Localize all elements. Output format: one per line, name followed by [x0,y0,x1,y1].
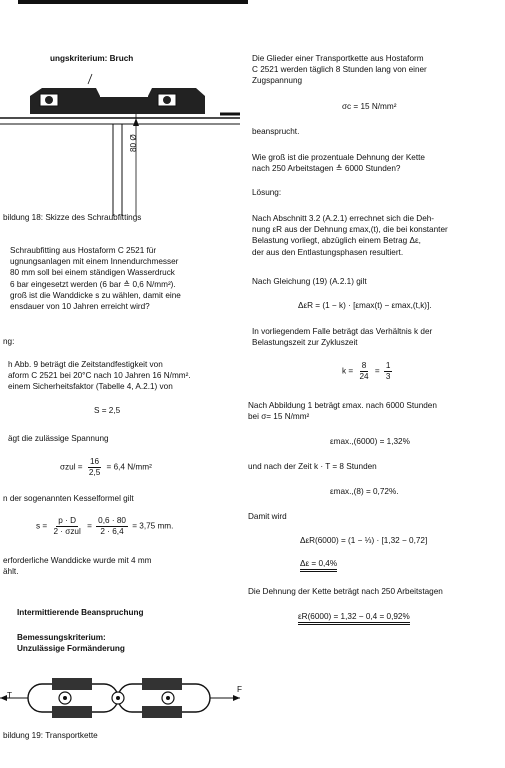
left-para-2: h Abb. 9 beträgt die Zeitstandfestigkeit von aform C 2521 bei 20°C nach 10 Jahren 16 N/mm². einem Sicherheitsfaktor (Tabelle 4, A.2.1) von [8,360,191,392]
right-para-9: Die Dehnung der Kette beträgt nach 250 Arbeitstagen [248,587,443,596]
right-loesung-label: Lösung: [252,188,282,197]
figure-18-screw-fitting [0,66,240,216]
right-para-4: Nach Gleichung (19) (A.2.1) gilt [252,277,367,286]
left-para-3: ägt die zulässige Spannung [8,434,109,443]
heading-intermittierend: Intermittierende Beanspruchung [17,608,144,617]
figure-19-caption: bildung 19: Transportkette [3,731,98,740]
right-para-1: Die Glieder einer Transportkette aus Hostaform C 2521 werden täglich 8 Stunden lang von einer Zugspannung [252,54,427,86]
equation-wall-thickness: s = $\frac{p \cdot D}{\text{2 · σzul}}$ = $\frac{0,6 \cdot 80}{2 \cdot 6,4}$ = 3,75 mm. [36,516,174,536]
figure-19-left-label: T [7,691,13,700]
right-para-3: Nach Abschnitt 3.2 (A.2.1) errechnet sich die Deh- nung εR aus der Dehnung εmax,(t), die bei konstanter Belastung vorliegt, abzüglich einem Betrag Δε, der aus den Entlastungsphasen resultiert. [252,214,448,257]
equation-delta-epsilon: ΔεR = (1 − k) · [εmax(t) − εmax,(t,k)]. [298,301,432,310]
heading-bemessungskriterium: Bemessungskriterium: Unzulässige Formänderung [17,633,125,654]
heading-bruch: ungskriterium: Bruch [50,54,134,63]
equation-eps-8: εmax.,(8) = 0,72%. [330,487,399,496]
right-question: Wie groß ist die prozentuale Dehnung der Kette nach 250 Arbeitstagen ≙ 6000 Stunden? [252,153,425,174]
equation-delta-eps-6000: ΔεR(6000) = (1 − ⅓) · [1,32 − 0,72] [300,536,428,545]
equation-safety-factor: S = 2,5 [94,406,121,415]
figure-19-transport-chain [0,672,243,724]
left-para-5: erforderliche Wanddicke wurde mit 4 mm ählt. [3,556,152,577]
right-para-2: beansprucht. [252,127,300,136]
equation-sigma-zul: σzul = $\frac{16}{2,5}$ = 6,4 N/mm² [60,457,152,477]
equation-eps-6000: εmax.,(6000) = 1,32% [330,437,410,446]
right-para-6: Nach Abbildung 1 beträgt εmax. nach 6000 Stunden bei σ= 15 N/mm² [248,401,437,422]
right-para-8: Damit wird [248,512,287,521]
equation-k-ratio: k = $\frac{8}{24}$ = $\frac{1}{3}$ [342,361,391,381]
equation-tensile-stress: σc = 15 N/mm² [342,102,397,111]
equation-delta-eps-result: Δε = 0,4% [300,558,337,569]
right-para-7: und nach der Zeit k · T = 8 Stunden [248,462,377,471]
left-para-1: Schraubfitting aus Hostaform C 2521 für ugnungsanlagen mit einem Innendurchmesser 80 mm soll bei einem ständigen Wasserdruck 6 bar eingesetzt werden (6 bar ≙ 0,6 N/mm²). groß ist die Wanddicke s zu wählen, damit eine ensdauer von 10 Jahren erreicht wird? [10,246,181,312]
figure-18-dimension-label: 80 Ø [129,134,138,152]
equation-final-strain: εR(6000) = 1,32 − 0,4 = 0,92% [298,611,410,622]
left-loesung-label: ng: [3,337,15,346]
figure-19-right-label: F [237,685,243,694]
left-para-4: n der sogenannten Kesselformel gilt [3,494,134,503]
figure-18-caption: bildung 18: Skizze des Schraubfittings [3,213,142,222]
right-para-5: In vorliegendem Falle beträgt das Verhältnis k der Belastungszeit zur Zykluszeit [252,327,433,348]
top-black-rule [18,0,248,4]
